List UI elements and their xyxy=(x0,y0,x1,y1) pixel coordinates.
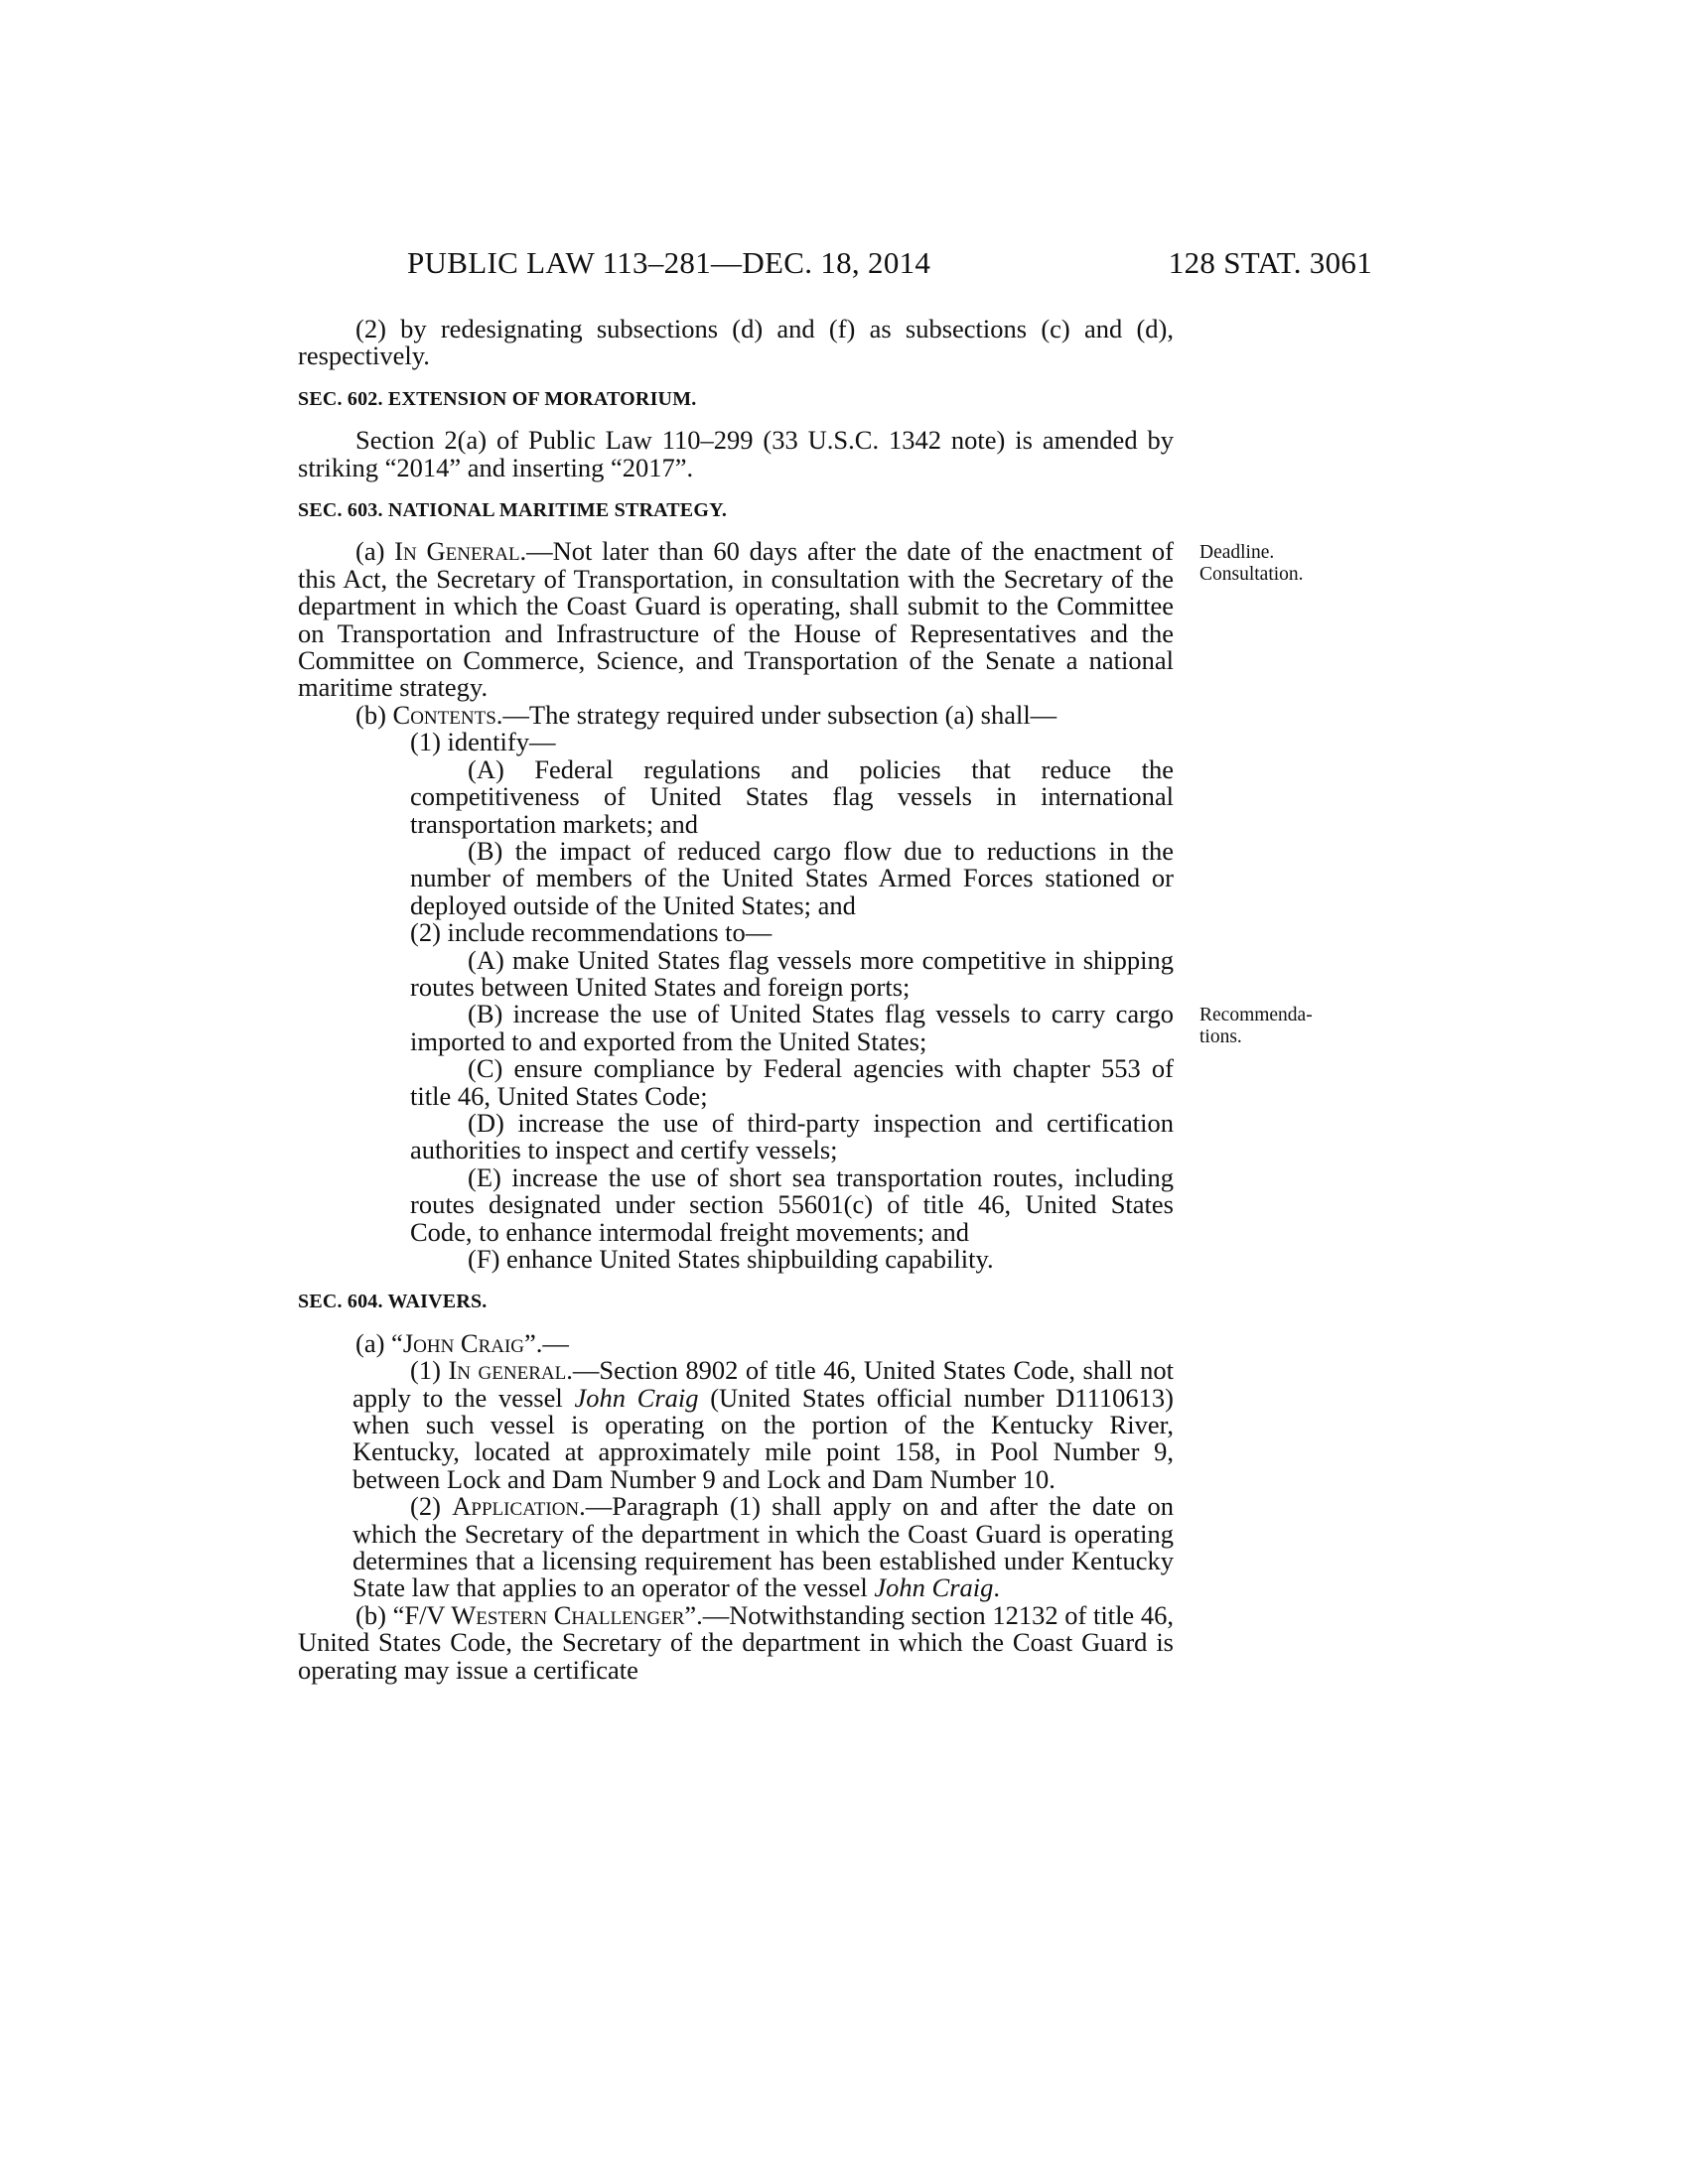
paragraph-b1-A: (A) Federal regulations and policies that reduce the competitiveness of United States flag vessels in international transportation markets; and xyxy=(410,753,1174,839)
margin-note-recommendations-line1: Recommenda- xyxy=(1199,1005,1313,1025)
waiver-a2-vessel-name: John Craig xyxy=(874,1572,994,1603)
waiver-b-body: ”.—Notwithstanding section 12132 of title 46, United States Code, the Secretary of the department in which the Coast Guard is operating may issue a certificate xyxy=(298,1599,1174,1685)
subsection-b-heading: Contents xyxy=(392,699,496,730)
paragraph-b2-B: (B) increase the use of United States flag vessels to carry cargo imported to and exported from the United States; xyxy=(410,999,1174,1056)
carryover-paragraph: (2) by redesignating subsections (d) and (f) as subsections (c) and (d), respectively. xyxy=(298,314,1174,371)
paragraph-b1-text: (1) identify— xyxy=(410,727,556,757)
paragraph-b2 xyxy=(298,919,1174,946)
section-603-subsection-a xyxy=(298,538,1174,701)
statute-page-number: 128 STAT. 3061 xyxy=(1168,245,1372,280)
subsection-b-body: .—The strategy required under subsection (a) shall— xyxy=(495,699,1057,730)
document-body xyxy=(298,316,1174,1684)
margin-note-recommendations xyxy=(1199,1005,1358,1048)
section-603-heading: SEC. 603. NATIONAL MARITIME STRATEGY. xyxy=(298,499,728,522)
waiver-a1-vessel-name: John Craig xyxy=(574,1382,699,1413)
section-604-heading: SEC. 604. WAIVERS. xyxy=(298,1291,488,1313)
waiver-a2-heading: Application xyxy=(452,1491,580,1522)
waiver-a-paragraph-2 xyxy=(352,1493,1174,1602)
page-header xyxy=(298,245,1372,289)
margin-note-deadline xyxy=(1199,542,1358,586)
waiver-a-label: (a) “ xyxy=(355,1327,403,1358)
waiver-a2-label: (2) xyxy=(410,1491,453,1522)
waiver-a2-body-2: . xyxy=(993,1572,1001,1603)
subsection-a-heading: In General xyxy=(394,536,520,567)
waiver-a1-body-1: .—Section 8902 of title 46, United States Code, shall not apply to the vessel xyxy=(352,1355,1174,1413)
waiver-a-paragraph-1 xyxy=(352,1357,1174,1493)
margin-note-deadline-text: Deadline. xyxy=(1199,542,1275,563)
waiver-a2-body-1: .—Paragraph (1) shall apply on and after the date on which the Secretary of the department in which the Coast Guard is operating determines that a licensing requirement has been established under Kentucky State law that applies to an operator of the vessel xyxy=(352,1491,1174,1603)
paragraph-b2-E: (E) increase the use of short sea transportation routes, including routes designated under section 55601(c) of title 46, United States Code, to enhance intermodal freight movements; and xyxy=(410,1161,1174,1247)
waiver-a1-heading: In general xyxy=(448,1355,567,1386)
paragraph-b2-text: (2) include recommendations to— xyxy=(410,917,773,948)
paragraph-b2-D: (D) increase the use of third-party inspection and certification authorities to inspect and certify vessels; xyxy=(410,1107,1174,1165)
section-604-subsection-b xyxy=(298,1599,1174,1685)
paragraph-b2-F: (F) enhance United States shipbuilding capability. xyxy=(468,1244,994,1274)
subsection-a-body: .—Not later than 60 days after the date of the enactment of this Act, the Secretary of Transportation, in consultation with the Secretary of the department in which the Coast Guard is operating, shall submit to the Committee on Transportation and Infrastructure of the House of Representatives and the Committee on Commerce, Science, and Transportation of the Senate a national maritime strategy. xyxy=(298,536,1174,703)
subsection-b-label: (b) xyxy=(355,699,393,730)
waiver-a1-label: (1) xyxy=(410,1355,449,1386)
section-602-body: Section 2(a) of Public Law 110–299 (33 U.S.C. 1342 note) is amended by striking “2014” and inserting “2017”. xyxy=(298,425,1174,482)
waiver-b-label: (b) “ xyxy=(355,1599,405,1630)
paragraph-b1 xyxy=(298,729,1174,755)
subsection-a-label: (a) xyxy=(355,536,395,567)
waiver-a-heading: John Craig xyxy=(402,1327,525,1358)
waiver-b-heading: F/V Western Challenger xyxy=(404,1599,685,1630)
running-head: PUBLIC LAW 113–281—DEC. 18, 2014 xyxy=(407,245,931,280)
margin-note-recommendations-line2: tions. xyxy=(1199,1026,1242,1047)
waiver-a1-body-2: (United States official number D1110613) when such vessel is operating on the portion of the Kentucky River, Kentucky, located at approximately mile point 158, in Pool Number 9, between Lock and Dam Number 9 and Lock and Dam Number 10. xyxy=(352,1382,1174,1494)
section-603-subsection-b xyxy=(298,699,1174,730)
margin-note-consultation-text: Consultation. xyxy=(1199,564,1304,585)
section-602-heading: SEC. 602. EXTENSION OF MORATORIUM. xyxy=(298,387,697,410)
paragraph-b2-C: (C) ensure compliance by Federal agencies with chapter 553 of title 46, United States Code; xyxy=(410,1053,1174,1111)
paragraph-b1-B: (B) the impact of reduced cargo flow due to reductions in the number of members of the United States Armed Forces stationed or deployed outside of the United States; and xyxy=(410,835,1174,920)
section-604-subsection-a xyxy=(298,1327,1174,1358)
paragraph-b2-A: (A) make United States flag vessels more competitive in shipping routes between United States and foreign ports; xyxy=(410,944,1174,1002)
waiver-a-tail: ”.— xyxy=(524,1327,569,1358)
